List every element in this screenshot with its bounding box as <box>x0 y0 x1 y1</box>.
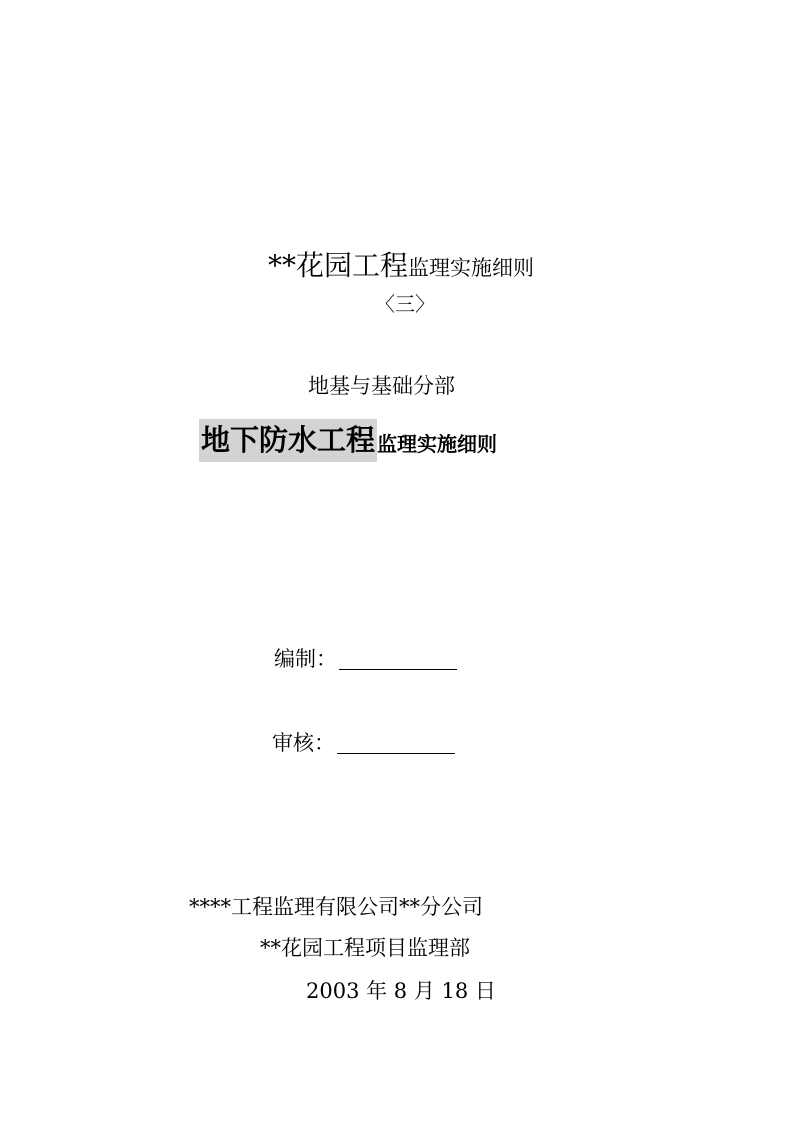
document-title <box>268 249 535 282</box>
reviewed-by-row <box>272 731 455 754</box>
title-suffix: 监理实施细则 <box>408 256 535 280</box>
watermark <box>268 352 532 729</box>
project-department: **花园工程项目监理部 <box>260 936 470 960</box>
reviewed-by-label: 审核： <box>272 731 335 755</box>
reviewed-by-signature-line <box>337 731 455 754</box>
document-date: 2003 年 8 月 18 日 <box>306 979 496 1003</box>
document-subtitle <box>199 419 497 462</box>
compiled-by-signature-line <box>339 647 457 670</box>
subtitle-suffix: 监理实施细则 <box>377 431 498 456</box>
volume-number: 〈三〉 <box>375 292 435 316</box>
division-name: 地基与基础分部 <box>308 374 455 398</box>
company-name: ****工程监理有限公司**分公司 <box>189 895 483 919</box>
title-main: **花园工程 <box>268 249 409 282</box>
subtitle-main: 地下防水工程 <box>199 419 377 462</box>
compiled-by-label: 编制： <box>274 647 337 671</box>
compiled-by-row <box>274 647 457 670</box>
